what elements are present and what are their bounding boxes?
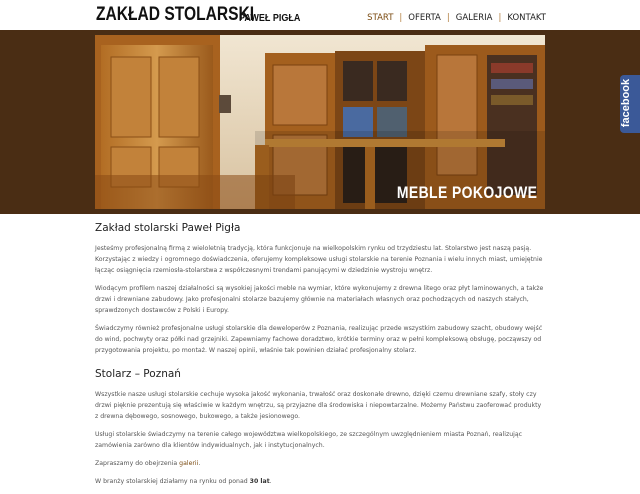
nav-separator: | <box>399 13 403 23</box>
nav-separator: | <box>446 13 450 23</box>
facebook-tab[interactable] <box>620 75 640 133</box>
logo-subtitle: PAWEŁ PIGŁA <box>239 13 301 24</box>
gallery-invite-text: Zapraszamy do obejrzenia <box>95 460 180 467</box>
experience-line <box>95 476 545 487</box>
gallery-invite <box>95 458 545 469</box>
page-title: Zakład stolarski Paweł Pigła <box>95 222 241 234</box>
nav-item-galeria[interactable]: GALERIA <box>455 13 493 23</box>
hero-image <box>95 35 545 209</box>
gallery-link[interactable]: galerii <box>179 460 199 467</box>
nav-item-kontakt[interactable]: KONTAKT <box>507 13 546 23</box>
site-header <box>0 0 640 30</box>
intro-paragraph-1: Jesteśmy profesjonalną firmą z wieloletnią tradycją, która funkcjonuje na wielkopolskim rynku od trzydziestu lat. Stolarstwo jest naszą pasją. Korzystając z wiedzy i ogromnego doświadczenia, oferujemy kompleksowe usługi stolarskie na terenie Poznania i wielu innych miast, umiejętnie łącząc osiągnięcia rzemiosła-stolarstwa z współczesnymi trendami panującymi w dziedzinie wystroju wnętrz. <box>95 245 543 274</box>
main-nav <box>367 13 546 23</box>
section-title: Stolarz – Poznań <box>95 368 181 380</box>
experience-text: W branży stolarskiej działamy na rynku od ponad <box>95 478 250 485</box>
logo-title: ZAKŁAD STOLARSKI <box>96 4 255 25</box>
nav-separator: | <box>498 13 502 23</box>
section-paragraph-1: Wszystkie nasze usługi stolarskie cechuje wysoka jakość wykonania, trwałość oraz doskonałe drewno, dzięki czemu drewniane szafy, stoły czy drzwi pięknie prezentują się właściwie w każdym wnętrzu, są przyjazne dla środowiska i niepowtarzalne. Możemy Państwu zaoferować produkty z drewna dębowego, sosnowego, bukowego, a także jesionowego. <box>95 391 542 420</box>
main-content <box>95 222 545 494</box>
hero-banner <box>0 30 640 214</box>
gallery-invite-end: . <box>198 460 201 467</box>
intro-paragraph-2: Wiodącym profilem naszej działalności są wysokiej jakości meble na wymiar, które wykonujemy z drewna litego oraz płyt laminowanych, a także drzwi i drewniane zabudowy. Jako profesjonalni stolarze bazujemy głównie na materiałach własnych oraz pochodzących od naszych stałych, sprawdzonych dostawców z Polski i Europy. <box>95 285 544 314</box>
intro-paragraph-3: Świadczymy również profesjonalne usługi stolarskie dla deweloperów z Poznania, realizując przede wszystkim zabudowy szacht, obudowy wejść do wind, pochwyty oraz półki nad grzejniki. Zapewniamy fachowe doradztwo, krótkie terminy oraz w pełni kompleksową obsługę, począwszy od przygotowania projektu, po montaż. W naszej opinii, właśnie tak powinien działać profesjonalny stolarz. <box>95 325 543 354</box>
nav-item-oferta[interactable]: OFERTA <box>408 13 441 23</box>
section-paragraph-2: Usługi stolarskie świadczymy na terenie całego województwa wielkopolskiego, ze szczególnym uwzględnieniem miasta Poznań, realizując zamówienia zarówno dla klientów indywidualnych, jak i instytucjonalnych. <box>95 431 523 449</box>
experience-end: . <box>269 478 272 485</box>
facebook-icon: facebook <box>620 78 633 128</box>
site-logo[interactable] <box>96 4 301 26</box>
nav-item-start[interactable]: START <box>367 13 394 23</box>
experience-years: 30 lat <box>249 478 270 485</box>
banner-caption: MEBLE POKOJOWE <box>396 183 537 202</box>
